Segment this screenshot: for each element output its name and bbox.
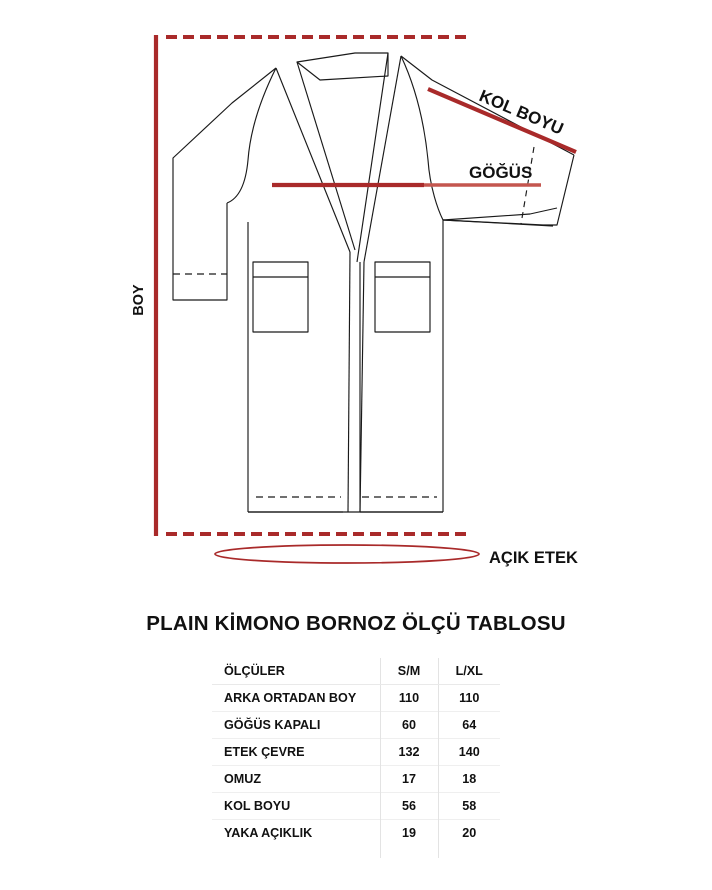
acik-etek-ellipse [215, 545, 479, 563]
right-armscye [401, 56, 443, 248]
right-sleeve-seam [443, 220, 553, 226]
row-value-lxl: 64 [462, 718, 477, 732]
right-cuff-edge [543, 155, 574, 225]
table-row [212, 793, 500, 820]
page-title: PLAIN KİMONO BORNOZ ÖLÇÜ TABLOSU [146, 612, 566, 635]
left-lapel-outer [276, 68, 350, 252]
row-label: ARKA ORTADAN BOY [212, 685, 380, 712]
row-value-sm: 110 [380, 685, 438, 712]
table-separator-underhang [212, 846, 500, 858]
row-value-sm: 56 [380, 793, 438, 820]
size-table [212, 658, 500, 846]
acik-etek-label: AÇIK ETEK [489, 549, 578, 567]
row-label: KOL BOYU [212, 793, 380, 820]
column-separator-1 [380, 846, 381, 858]
row-label: YAKA AÇIKLIK [212, 820, 380, 847]
row-value-lxl: 18 [462, 772, 477, 786]
row-value-sm: 60 [380, 712, 438, 739]
column-separator-2 [438, 846, 439, 858]
table-row [212, 766, 500, 793]
right-pocket [375, 262, 430, 332]
size-table-body [212, 685, 500, 847]
row-value-sm: 132 [380, 739, 438, 766]
column-header-measurements: ÖLÇÜLER [212, 658, 380, 685]
right-sleeve-under [443, 208, 557, 220]
size-table-head [212, 658, 500, 685]
row-label: ETEK ÇEVRE [212, 739, 380, 766]
table-header-row [212, 658, 500, 685]
table-row [212, 712, 500, 739]
center-front-right [360, 262, 364, 512]
row-value-lxl: 140 [458, 745, 480, 759]
row-label: GÖĞÜS KAPALI [212, 712, 380, 739]
kol-boyu-label: KOL BOYU [476, 86, 567, 139]
row-value-lxl: 110 [459, 691, 480, 705]
gogus-label: GÖĞÜS [469, 163, 533, 182]
garment-outline [173, 53, 574, 512]
column-header-lxl: L/XL [438, 658, 500, 685]
table-row [212, 820, 500, 847]
boy-label: BOY [131, 284, 147, 316]
left-pocket [253, 262, 308, 332]
measurement-table-block [0, 595, 712, 858]
collar-top [297, 53, 388, 80]
left-armscye [227, 68, 276, 203]
row-value-lxl: 58 [462, 799, 477, 813]
table-row [212, 685, 500, 712]
row-value-lxl: 20 [462, 826, 477, 840]
row-label: OMUZ [212, 766, 380, 793]
table-row [212, 739, 500, 766]
column-header-sm: S/M [380, 658, 438, 685]
row-value-sm: 17 [380, 766, 438, 793]
center-front-left [348, 252, 350, 512]
row-value-sm: 19 [380, 820, 438, 847]
left-lapel-inner [297, 62, 355, 250]
